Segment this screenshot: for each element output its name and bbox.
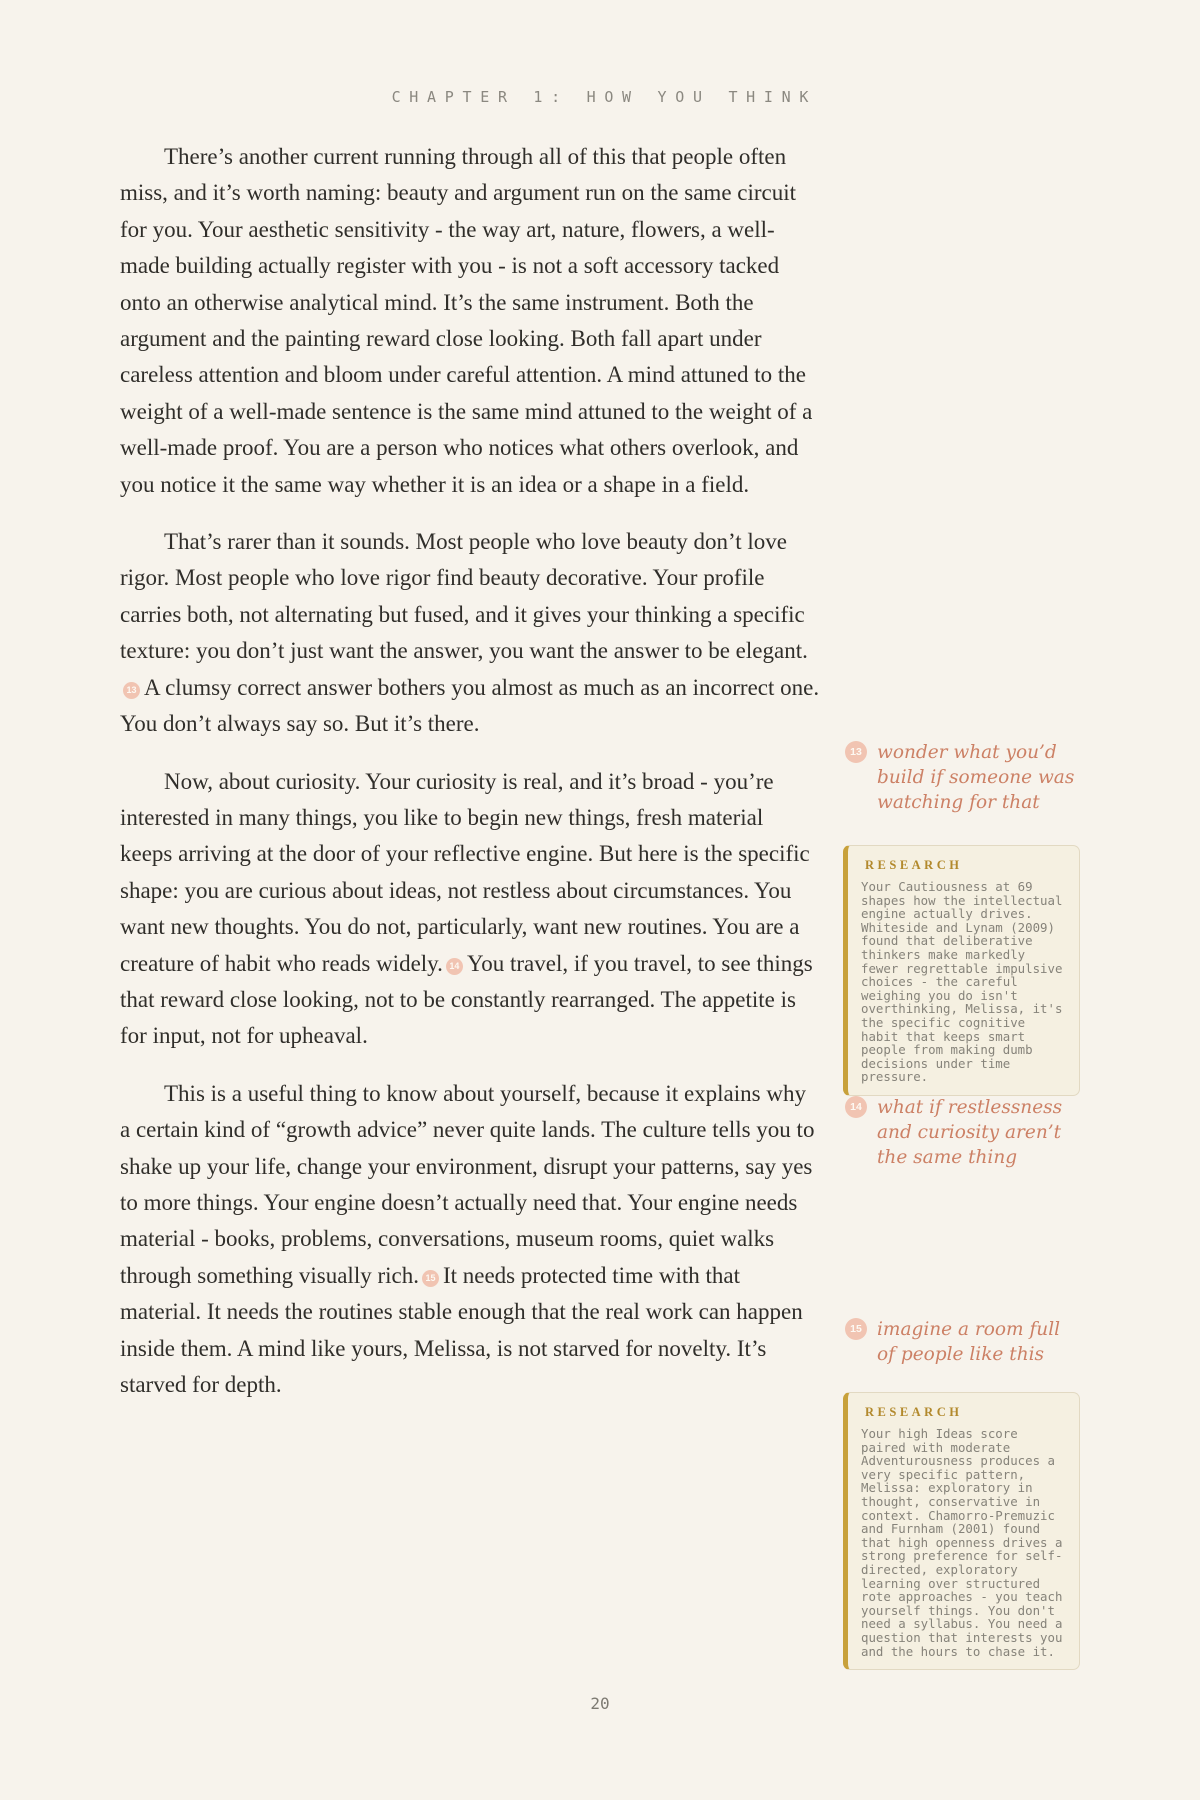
note-number-badge[interactable]: 14 <box>845 1096 867 1118</box>
paragraph-text: That’s rarer than it sounds. Most people who love beauty don’t love rigor. Most people who love rigor find beauty decorative. Your profile carries both, not alternating but fused, and it gives your thinking a specific texture: you don’t just want the answer, you want the answer to be elegant. <box>120 529 808 664</box>
paragraph-text: You travel, if you travel, to see things that reward close looking, not to be constantly rearranged. The appetite is for input, not for upheaval. <box>120 950 813 1049</box>
research-text: Your high Ideas score paired with moderate Adventurousness produces a very specific pattern, Melissa: exploratory in thought, conservative in context. Chamorro-Premuzic and Furnham (2001) found that high openness drives a strong preference for self-directed, exploratory learning over structured rote approaches - you teach yourself things. You don't need a syllabus. You need a question that interests you and the hours to chase it. <box>861 1426 1063 1659</box>
margin-note-15 <box>845 1318 1145 1367</box>
page-number: 20 <box>590 1694 610 1713</box>
research-text: Your Cautiousness at 69 shapes how the intellectual engine actually drives. Whiteside and Lynam (2009) found that deliberative thinkers make markedly fewer regrettable impulsive choices - the careful weighing you do isn't overthinking, Melissa, it's the specific cognitive habit that keeps smart people from making dumb decisions under time pressure. <box>861 879 1063 1085</box>
research-box-cautiousness <box>843 845 1080 1096</box>
margin-note-text: what if restlessness and curiosity aren’t the same thing <box>877 1097 1063 1168</box>
body-text-column <box>120 139 820 1424</box>
margin-ref-badge-14[interactable]: 14 <box>446 958 463 975</box>
margin-ref-badge-13[interactable]: 13 <box>123 682 140 699</box>
body-paragraph <box>120 1076 820 1404</box>
body-paragraph <box>120 139 820 503</box>
margin-note-14 <box>845 1096 1145 1170</box>
research-label: RESEARCH <box>865 1405 963 1419</box>
body-paragraph <box>120 524 820 742</box>
body-paragraph <box>120 764 820 1055</box>
margin-ref-badge-15[interactable]: 15 <box>422 1270 439 1287</box>
note-number-badge[interactable]: 15 <box>845 1318 867 1340</box>
margin-note-text: imagine a room full of people like this <box>877 1319 1061 1365</box>
paragraph-text: Now, about curiosity. Your curiosity is real, and it’s broad - you’re interested in many things, you like to begin new things, fresh material keeps arriving at the door of your reflective engine. But here is the specific shape: you are curious about ideas, not restless about circumstances. You want new thoughts. You do not, particularly, want new routines. You are a creature of habit who reads widely. <box>120 768 810 976</box>
paragraph-text: There’s another current running through all of this that people often miss, and it’s worth naming: beauty and argument run on the same circuit for you. Your aesthetic sensitivity - the way art, nature, flowers, a well-made building actually register with you - is not a soft accessory tacked onto an otherwise analytical mind. It’s the same instrument. Both the argument and the painting reward close looking. Both fall apart under careless attention and bloom under careful attention. A mind attuned to the weight of a well-made sentence is the same mind attuned to the weight of a well-made proof. You are a person who notices what others overlook, and you notice it the same way whether it is an idea or a shape in a field. <box>120 144 813 497</box>
chapter-header: CHAPTER 1: HOW YOU THINK <box>391 88 818 106</box>
paragraph-text: It needs protected time with that material. It needs the routines stable enough that the real work can happen inside them. A mind like yours, Melissa, is not starved for novelty. It’s starved for depth. <box>120 1262 803 1397</box>
paragraph-text: A clumsy correct answer bothers you almost as much as an incorrect one. You don’t always say so. But it’s there. <box>120 674 820 737</box>
research-box-ideas-score <box>843 1392 1080 1670</box>
note-number-badge[interactable]: 13 <box>845 741 867 763</box>
margin-note-text: wonder what you’d build if someone was watching for that <box>877 742 1075 813</box>
research-label: RESEARCH <box>865 858 963 872</box>
margin-note-13 <box>845 741 1145 815</box>
paragraph-text: This is a useful thing to know about yourself, because it explains why a certain kind of “growth advice” never quite lands. The culture tells you to shake up your life, change your environment, disrupt your patterns, say yes to more things. Your engine doesn’t actually need that. Your engine needs material - books, problems, conversations, museum rooms, quiet walks through something visually rich. <box>120 1080 815 1288</box>
